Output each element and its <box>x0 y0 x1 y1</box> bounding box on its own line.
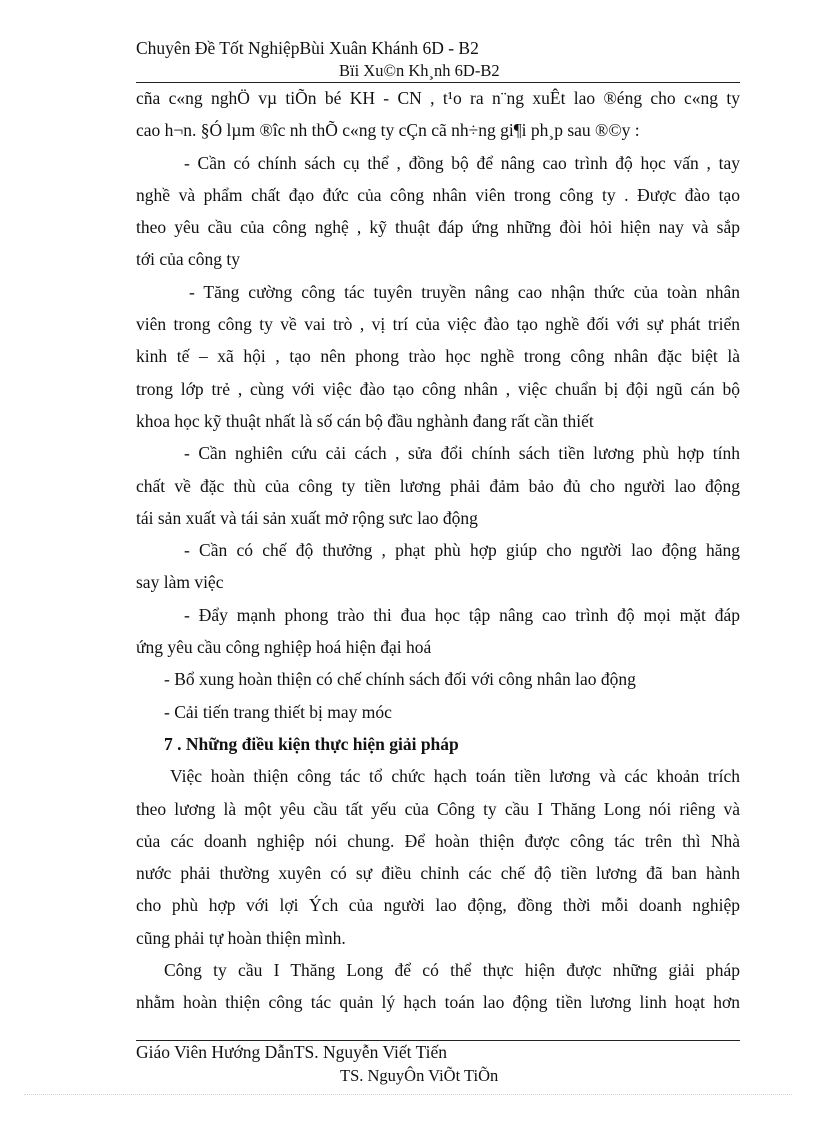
body-line: tới của công ty <box>136 249 241 270</box>
body-line: - Cải tiến trang thiết bị may móc <box>164 701 392 722</box>
body-line: cho phù hợp với lợi Ých của người lao động, đồng thời mỗi doanh nghiệp <box>136 895 740 916</box>
body-line: nhằm hoàn thiện công tác quản lý hạch toán lao động tiền lương linh hoạt hơn <box>136 992 740 1013</box>
body-line: viên trong công ty về vai trò , vị trí của việc đào tạo nghề đối với sự phát triển <box>136 314 740 335</box>
body-line: kinh tế – xã hội , tạo nên phong trào học nghề trong công nhân đặc biệt là <box>136 346 740 367</box>
page-header <box>136 36 740 82</box>
body-line: cao h¬n. §Ó lµm ®îc nh thÕ c«ng ty cÇn cã nh÷ng gi¶i ph¸p sau ®©y : <box>136 120 640 141</box>
body-line: Việc hoàn thiện công tác tổ chức hạch toán tiền lương và các khoản trích <box>170 766 740 787</box>
body-line: theo lương là một yêu cầu tất yếu của Công ty cầu I Thăng Long nói riêng và <box>136 798 740 819</box>
body-line: khoa học kỹ thuật nhất là số cán bộ đầu nghành đang rất cần thiết <box>136 410 594 431</box>
body-text <box>136 82 740 1019</box>
body-line: - Cần có chế độ thưởng , phạt phù hợp giúp cho người lao động hăng <box>184 540 740 561</box>
body-line: của các doanh nghiệp nói chung. Để hoàn thiện được công tác trên thì Nhà <box>136 830 740 851</box>
body-line: trong lớp trẻ , cùng với việc đào tạo công nhân , việc chuẩn bị đội ngũ cán bộ <box>136 378 740 399</box>
body-line: - Tăng cường công tác tuyên truyền nâng cao nhận thức của toàn nhân <box>189 281 740 302</box>
body-line: tái sản xuất và tái sản xuất mở rộng sưc lao động <box>136 507 478 528</box>
body-line: - Cần nghiên cứu cải cách , sửa đổi chính sách tiền lương phù hợp tính <box>184 443 740 464</box>
footer-line-1: Giáo Viên Hướng DẫnTS. Nguyễn Viết Tiến <box>136 1042 448 1062</box>
body-line: cũng phải tự hoàn thiện mình. <box>136 927 346 948</box>
body-line: nghề và phẩm chất đạo đức của công nhân viên trong công ty . Được đào tạo <box>136 184 740 205</box>
body-line: chất về đặc thù của công ty tiền lương phải đảm bảo đủ cho người lao động <box>136 475 740 496</box>
page-bottom-border <box>24 1094 792 1095</box>
body-line: theo yêu cầu của công nghệ , kỹ thuật đáp ứng những đòi hỏi hiện nay và sắp <box>136 217 740 238</box>
page-footer <box>136 1040 740 1088</box>
header-line-2: Bïi Xu©n Kh¸nh 6D-B2 <box>339 61 500 80</box>
body-line: Công ty cầu I Thăng Long để có thể thực hiện được những giải pháp <box>164 960 740 981</box>
section-heading: 7 . Những điều kiện thực hiện giải pháp <box>164 733 459 754</box>
header-line-1: Chuyên Đề Tốt NghiệpBùi Xuân Khánh 6D - B2 <box>136 38 479 58</box>
body-line: ứng yêu cầu công nghiệp hoá hiện đại hoá <box>136 637 432 658</box>
body-line: - Đẩy mạnh phong trào thi đua học tập nâng cao trình độ mọi mặt đáp <box>184 604 740 625</box>
body-line: - Cần có chính sách cụ thể , đồng bộ để nâng cao trình độ học vấn , tay <box>184 152 740 173</box>
body-line: - Bổ xung hoàn thiện có chế chính sách đối với công nhân lao động <box>164 669 636 690</box>
body-line: cña c«ng nghÖ vµ tiÕn bé KH - CN , t¹o ra n¨ng xuÊt lao ®éng cho c«ng ty <box>136 88 740 108</box>
body-line: nước phải thường xuyên có sự điều chỉnh các chế độ tiền lương đã ban hành <box>136 863 740 884</box>
body-line: say làm việc <box>136 572 224 593</box>
footer-line-2: TS. NguyÔn ViÕt TiÕn <box>340 1066 499 1085</box>
